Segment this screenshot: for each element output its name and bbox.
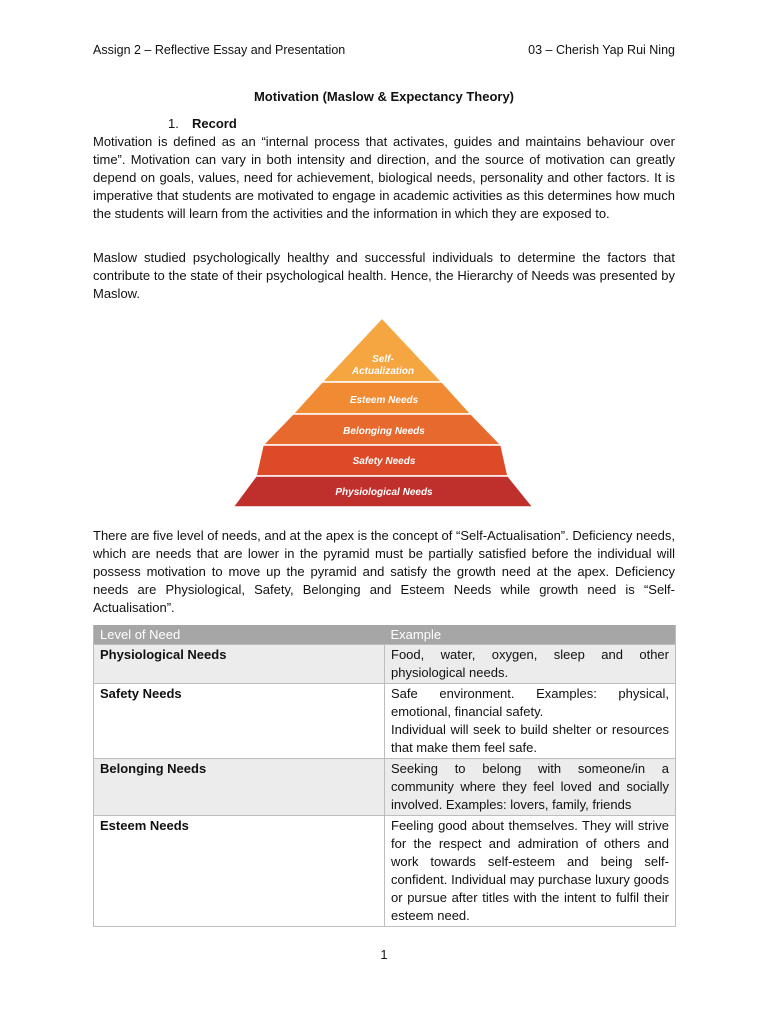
section-number: 1. [168,116,179,131]
table-cell-example-line: Individual will seek to build shelter or resources that make them feel safe. [391,722,669,755]
header-left: Assign 2 – Reflective Essay and Presentation [93,43,346,57]
table-header-row [94,625,676,645]
table-cell-example-line: Safe environment. Examples: physical, emotional, financial safety. [391,686,669,719]
page-number: 1 [380,948,388,962]
table-cell-level: Safety Needs [94,684,385,759]
page-header [93,43,675,57]
pyramid-label-belonging: Belonging Needs [343,426,425,437]
pyramid-label-self-line1: Self- [372,354,394,365]
pyramid-label-safety: Safety Needs [352,456,416,467]
section-label: Record [192,116,237,131]
section-heading [168,116,237,131]
table-row [94,759,676,816]
table-row [94,645,676,684]
table-row [94,816,676,927]
needs-table [93,625,676,927]
pyramid-label-physiological: Physiological Needs [335,487,433,498]
table-cell-example [385,684,676,759]
pyramid-label-esteem: Esteem Needs [349,395,419,406]
table-cell-example: Seeking to belong with someone/in a community where they feel loved and socially involved. Examples: lovers, family, friends [385,759,676,816]
table-cell-example: Feeling good about themselves. They will strive for the respect and admiration of others and work towards self-esteem and being self-confident. Individual may purchase luxury goods or pursue after titles with the intent to fulfil their esteem need. [385,816,676,927]
paragraph-motivation-definition: Motivation is defined as an “internal process that activates, guides and maintains behaviour over time”. Motivation can vary in both intensity and direction, and the source of motivation can greatly depend on goals, values, need for achievement, biological needs, personality and other factors. It is imperative that students are motivated to engage in academic activities as this determines how much the students will learn from the activities and the information in which they are exposed to. [93,134,675,221]
table-row [94,684,676,759]
maslow-pyramid [228,312,540,512]
table-cell-example: Food, water, oxygen, sleep and other physiological needs. [385,645,676,684]
table-cell-level: Belonging Needs [94,759,385,816]
document-title: Motivation (Maslow & Expectancy Theory) [253,89,515,104]
paragraph-levels-explanation: There are five level of needs, and at the apex is the concept of “Self-Actualisation”. Deficiency needs, which are needs that are lower in the pyramid must be partially satisfied before the individual will possess motivation to move up the pyramid and satisfy the growth need at the apex. Deficiency needs are Physiological, Safety, Belonging and Esteem Needs while growth need is “Self-Actualisation”. [93,528,675,615]
pyramid-label-self-line2: Actualization [351,366,415,377]
paragraph-maslow-intro: Maslow studied psychologically healthy and successful individuals to determine the factors that contribute to the state of their psychological health. Hence, the Hierarchy of Needs was presented by Maslow. [93,250,675,301]
table-cell-level: Physiological Needs [94,645,385,684]
table-cell-level: Esteem Needs [94,816,385,927]
table-header-example: Example [385,625,676,645]
header-right: 03 – Cherish Yap Rui Ning [528,43,675,57]
table-header-level: Level of Need [94,625,385,645]
